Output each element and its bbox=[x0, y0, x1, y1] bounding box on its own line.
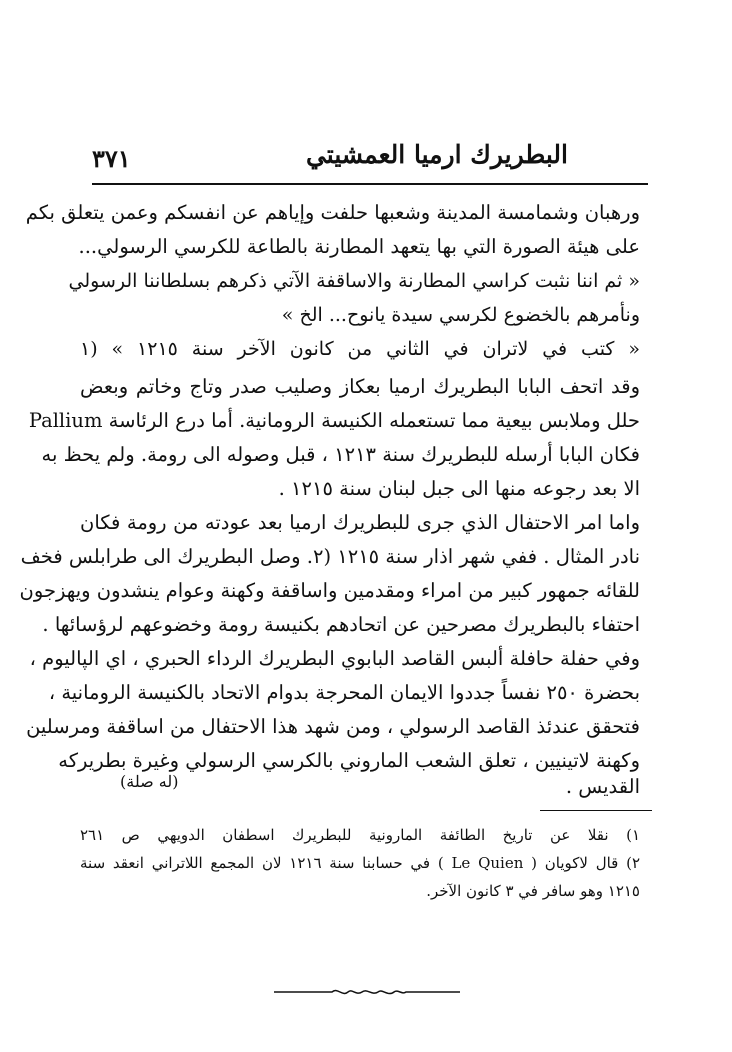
page-header bbox=[92, 140, 648, 180]
quote-line: ونأمرهم بالخضوع لكرسي سيدة يانوح... الخ » bbox=[281, 304, 640, 326]
text-line: وكهنة لاتينيين ، تعلق الشعب الماروني بالكرسي الرسولي وغيرة بطريركه bbox=[58, 749, 640, 772]
text-line: احتفاء بالبطريرك مصرحين عن اتحادهم بكنيسة رومة وخضوعهم لرؤسائها . bbox=[42, 613, 640, 636]
quote-line: « كتب في لاتران في الثاني من كانون الآخر سنة ١٢١٥ » (١ bbox=[80, 338, 640, 360]
footnote: ١٢١٥ وهو سافر في ٣ كانون الآخر. bbox=[426, 882, 640, 900]
footnote: ٢) قال لاكويان ( Le Quien ) في حسابنا سنة ١٢١٦ لان المجمع اللاتراني انعقد سنة bbox=[80, 854, 641, 872]
text-line: نادر المثال . ففي شهر اذار سنة ١٢١٥ (٢. وصل البطريرك الى طرابلس فخف bbox=[20, 545, 640, 568]
text-line: القديس . bbox=[565, 775, 640, 798]
header-rule bbox=[92, 183, 648, 185]
quote-line: « ثم اننا نثبت كراسي المطارنة والاساقفة الآتي ذكرهم بسلطاننا الرسولي bbox=[68, 270, 640, 292]
running-title: البطريرك ارميا العمشيتي bbox=[305, 140, 568, 169]
text-line: على هيئة الصورة التي بها يتعهد المطارنة بالطاعة للكرسي الرسولي... bbox=[78, 235, 640, 258]
text-line: للقائه جمهور كبير من امراء ومقدمين واساقفة وكهنة وعوام ينشدون ويهزجون bbox=[19, 579, 640, 602]
text-line: وفي حفلة حافلة ألبس القاصد البابوي البطريرك الرداء الحبري ، اي الپاليوم ، bbox=[29, 647, 640, 670]
footnote-rule bbox=[540, 810, 652, 811]
text-line: واما امر الاحتفال الذي جرى للبطريرك ارميا بعد عودته من رومة فكان bbox=[80, 511, 640, 534]
text-line: فتحقق عندئذ القاصد الرسولي ، ومن شهد هذا الاحتفال من اساقفة ومرسلين bbox=[26, 715, 640, 738]
end-ornament bbox=[272, 985, 462, 999]
text-line: ورهبان وشمامسة المدينة وشعبها حلفت وإياهم عن انفسكم وعمن يتعلق بكم bbox=[25, 201, 640, 224]
text-line: فكان البابا أرسله للبطريرك سنة ١٢١٣ ، قبل وصوله الى رومة. ولم يحظ به bbox=[41, 443, 640, 466]
text-line: وقد اتحف البابا البطريرك ارميا بعكاز وصليب صدر وتاج وخاتم وبعض bbox=[80, 375, 640, 398]
text-line: الا بعد رجوعه منها الى جبل لبنان سنة ١٢١٥ . bbox=[278, 477, 640, 500]
page-number: ٣٧١ bbox=[92, 144, 131, 173]
footnote: ١) نقلا عن تاريخ الطائفة المارونية للبطريرك اسطفان الدويهي ص ٢٦١ bbox=[80, 826, 640, 844]
text-line: بحضرة ٢٥٠ نفساً جددوا الايمان المحرجة بدوام الاتحاد بالكنيسة الرومانية ، bbox=[48, 681, 640, 704]
to-be-continued-note: (له صلة) bbox=[120, 772, 179, 791]
text-line: حلل وملابس بيعية مما تستعمله الكنيسة الرومانية. أما درع الرئاسة Pallium bbox=[28, 409, 640, 432]
